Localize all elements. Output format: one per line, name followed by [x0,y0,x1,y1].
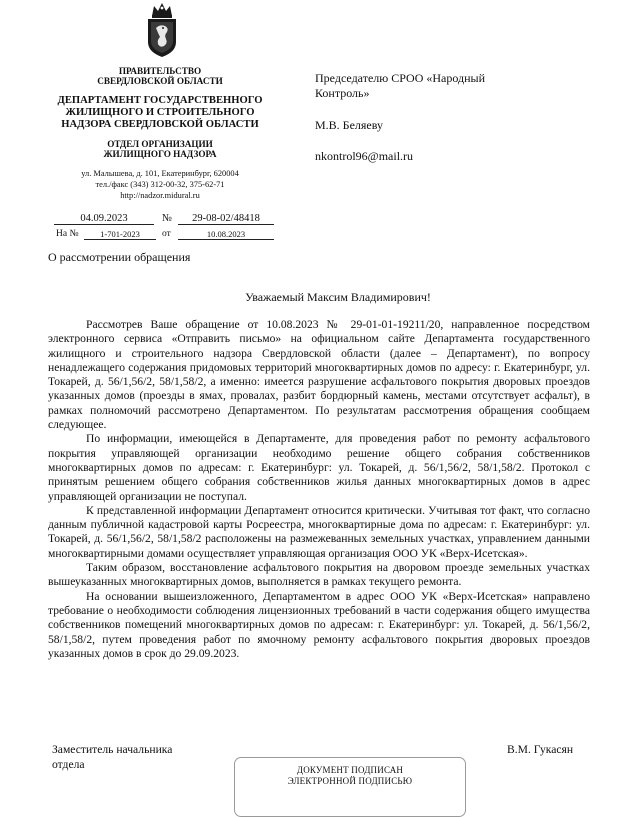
letterhead-website: http://nadzor.midural.ru [120,191,200,200]
reference-from-label: от [162,229,171,239]
stamp-line1: ДОКУМЕНТ ПОДПИСАН [296,765,404,775]
government-name-line1: ПРАВИТЕЛЬСТВО [118,66,202,76]
reference-number-label: На № [56,229,79,239]
electronic-signature-stamp [234,757,466,817]
body-paragraph: На основании вышеизложенного, Департаментом в адрес ООО УК «Верх-Исетская» направлено требование о необходимости соблюдения лицензионных требований в части содержания общего имущества собственников помещений многоквартирных домов по адресам: г. Екатеринбург: ул. Токарей, д. 56/1,56/2, 58/1,58/2, путем проведения работ по ямочному ремонту асфальтового покрытия дворовых проездов указанных домов в срок до 29.09.2023. [48,589,590,660]
shield-icon [148,19,176,57]
outgoing-number: 29-08-02/48418 [178,213,274,225]
body-paragraph: Рассмотрев Ваше обращение от 10.08.2023 № 29-01-01-19211/20, направленное посредством электронного сервиса «Отправить письмо» на официальном сайте Департамента государственного жилищного и строительного надзора Свердловской области (далее – Департамент), по вопросу ненадлежащего содержания придомовых территорий многоквартирных домов по адресу: г. Екатеринбург, ул. Токарей, д. 56/1,56/2, 58/1,58/2, а именно: имеется разрушение асфальтового покрытия дворовых проездов указанных домов (проезды в ямах, провалах, разбит бордюрный камень, местами отсутствует асфальт), в рамках полномочий рассмотрено Департаментом. По результатам рассмотрения обращения сообщаем следующее. [48,318,590,432]
department-name-line1: ДЕПАРТАМЕНТ ГОСУДАРСТВЕННОГО [57,95,263,106]
greeting: Уважаемый Максим Владимирович! [245,290,431,304]
government-name-line2: СВЕРДЛОВСКОЙ ОБЛАСТИ [97,76,223,86]
reference-date: 10.08.2023 [178,229,274,240]
signatory-position-line2: отдела [52,757,85,771]
addressee-line1: Председателю СРОО «Народный [315,71,486,85]
division-name-line1: ОТДЕЛ ОРГАНИЗАЦИИ [107,139,213,149]
letterhead-phone: тел./факс (343) 312-00-32, 375-62-71 [95,180,225,189]
addressee-block [315,71,575,164]
letter-subject: О рассмотрении обращения [48,250,191,264]
crown-icon [152,3,172,18]
body-paragraph: По информации, имеющейся в Департаменте, для проведения работ по ремонту асфальтового покрытия управляющей организации необходимо решение общего собрания собственников многоквартирных домов по адресам: г. Екатеринбург: ул. Токарей, д. 56/1,56/2, 58/1,58/2. Протокол с принятым решением общего собрания собственников жилья данных многоквартирных домов в адрес управляющей организации не поступал. [48,432,590,503]
signatory-position-line1: Заместитель начальника [52,743,173,756]
reference-number: 1-701-2023 [84,229,156,240]
addressee-line2: Контроль» [315,86,370,100]
addressee-email: nkontrol96@mail.ru [315,149,414,163]
outgoing-date: 04.09.2023 [54,213,154,225]
stamp-line2: ЭЛЕКТРОННОЙ ПОДПИСЬЮ [287,776,413,786]
division-name-line2: ЖИЛИЩНОГО НАДЗОРА [103,149,217,159]
letterhead-address: ул. Малышева, д. 101, Екатеринбург, 620004 [81,169,239,178]
addressee-name: М.В. Беляеву [315,118,383,132]
body-paragraph: К представленной информации Департамент относится критически. Учитывая тот факт, что согласно данным публичной кадастровой карты Росреестра, многоквартирные дома по адресам: г. Екатеринбург: ул. Токарей, д. 56/1,56/2, 58/1,58/2 расположены на размежеванных земельных участках, управлением данными многоквартирными домами осуществляет управляющая организация ООО УК «Верх-Исетская». [48,503,590,560]
department-name-line3: НАДЗОРА СВЕРДЛОВСКОЙ ОБЛАСТИ [61,119,259,130]
outgoing-number-label: № [162,213,173,224]
department-name-line2: ЖИЛИЩНОГО И СТРОИТЕЛЬНОГО [65,107,255,118]
coat-of-arms-emblem [145,2,179,58]
letter-body [48,318,590,661]
body-paragraph: Таким образом, восстановление асфальтового покрытия на дворовом проезде земельных участках вышеуказанных многоквартирных домов, выполняется в рамках текущего ремонта. [48,561,590,589]
signatory-position [52,743,172,772]
signatory-name: В.М. Гукасян [507,743,574,756]
